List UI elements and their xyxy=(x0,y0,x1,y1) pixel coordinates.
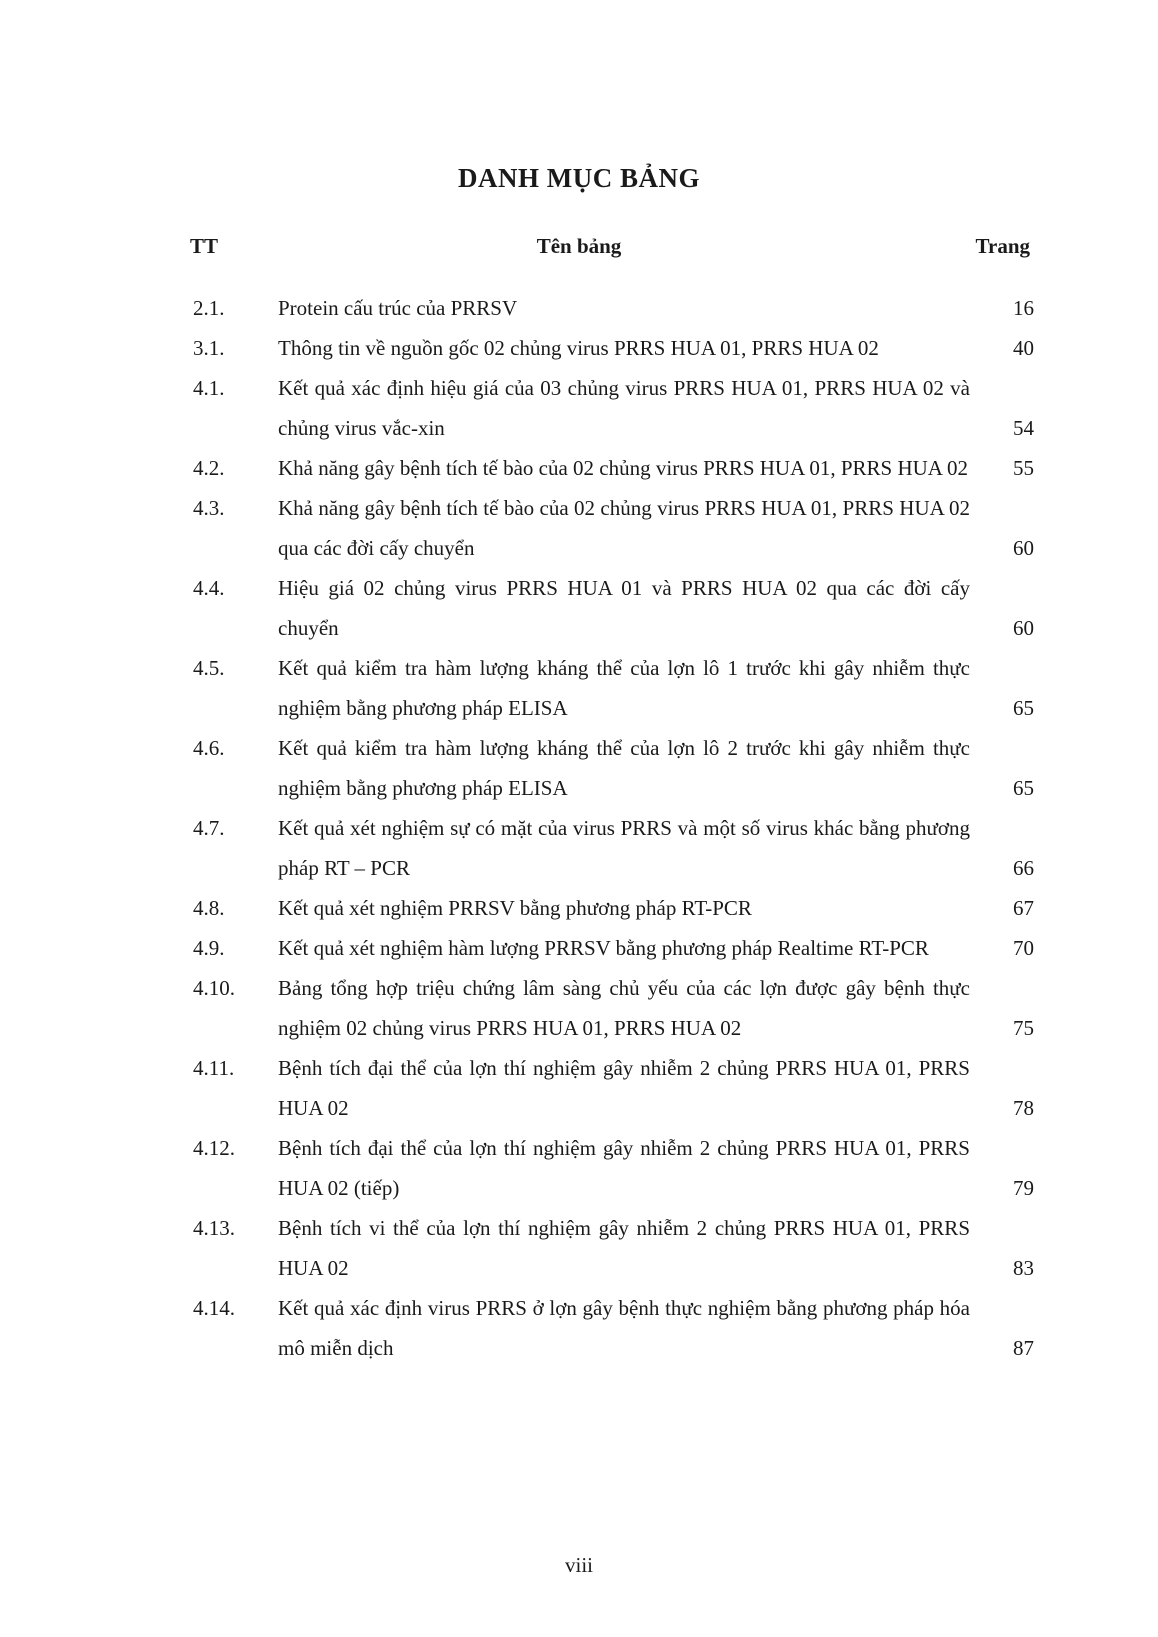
row-number: 3.1. xyxy=(193,336,225,360)
table-row xyxy=(0,1208,1158,1288)
row-number: 4.9. xyxy=(193,936,225,960)
table-row xyxy=(0,888,1158,928)
column-header-name: Tên bảng xyxy=(536,234,622,258)
row-page-number: 55 xyxy=(1013,456,1034,480)
table-row xyxy=(0,1288,1158,1368)
row-page-number: 66 xyxy=(1013,856,1034,880)
row-table-name: Kết quả xác định virus PRRS ở lợn gây bệnh thực nghiệm bằng phương pháp hóa mô miễn dịch xyxy=(278,1296,970,1360)
row-number: 4.1. xyxy=(193,376,225,400)
table-list xyxy=(0,288,1158,1368)
row-number: 4.12. xyxy=(193,1136,235,1160)
row-table-name: Bảng tổng hợp triệu chứng lâm sàng chủ yếu của các lợn được gây bệnh thực nghiệm 02 chủng virus PRRS HUA 01, PRRS HUA 02 xyxy=(278,976,970,1040)
row-table-name: Kết quả xét nghiệm PRRSV bằng phương pháp RT-PCR xyxy=(278,896,752,920)
row-table-name: Khả năng gây bệnh tích tế bào của 02 chủng virus PRRS HUA 01, PRRS HUA 02 qua các đời cấy chuyển xyxy=(278,496,970,560)
row-number: 4.5. xyxy=(193,656,225,680)
row-table-name: Bệnh tích đại thể của lợn thí nghiệm gây nhiễm 2 chủng PRRS HUA 01, PRRS HUA 02 (tiếp) xyxy=(278,1136,970,1200)
row-page-number: 65 xyxy=(1013,776,1034,800)
table-row xyxy=(0,448,1158,488)
row-page-number: 75 xyxy=(1013,1016,1034,1040)
row-table-name: Kết quả xét nghiệm sự có mặt của virus PRRS và một số virus khác bằng phương pháp RT – PCR xyxy=(278,816,970,880)
row-page-number: 40 xyxy=(1013,336,1034,360)
table-row xyxy=(0,488,1158,568)
row-table-name: Bệnh tích vi thể của lợn thí nghiệm gây nhiễm 2 chủng PRRS HUA 01, PRRS HUA 02 xyxy=(278,1216,970,1280)
table-row xyxy=(0,648,1158,728)
row-number: 4.14. xyxy=(193,1296,235,1320)
row-number: 4.4. xyxy=(193,576,225,600)
row-number: 4.11. xyxy=(193,1056,235,1080)
table-row xyxy=(0,368,1158,448)
row-table-name: Hiệu giá 02 chủng virus PRRS HUA 01 và PRRS HUA 02 qua các đời cấy chuyển xyxy=(278,576,970,640)
row-number: 4.7. xyxy=(193,816,225,840)
table-row xyxy=(0,328,1158,368)
table-row xyxy=(0,1048,1158,1128)
row-page-number: 79 xyxy=(1013,1176,1034,1200)
row-table-name: Kết quả xác định hiệu giá của 03 chủng virus PRRS HUA 01, PRRS HUA 02 và chủng virus vắc-xin xyxy=(278,376,970,440)
row-table-name: Thông tin về nguồn gốc 02 chủng virus PRRS HUA 01, PRRS HUA 02 xyxy=(278,336,879,360)
row-number: 4.10. xyxy=(193,976,235,1000)
row-page-number: 78 xyxy=(1013,1096,1034,1120)
row-page-number: 60 xyxy=(1013,616,1034,640)
column-header-tt: TT xyxy=(190,234,219,258)
row-number: 4.2. xyxy=(193,456,225,480)
table-row xyxy=(0,968,1158,1048)
row-number: 4.13. xyxy=(193,1216,235,1240)
column-header-page: Trang xyxy=(975,234,1030,258)
table-row xyxy=(0,808,1158,888)
table-row xyxy=(0,288,1158,328)
row-number: 4.8. xyxy=(193,896,225,920)
row-number: 2.1. xyxy=(193,296,225,320)
row-table-name: Kết quả kiểm tra hàm lượng kháng thể của lợn lô 2 trước khi gây nhiễm thực nghiệm bằng phương pháp ELISA xyxy=(278,736,970,800)
row-number: 4.3. xyxy=(193,496,225,520)
page-number: viii xyxy=(564,1553,593,1577)
row-page-number: 54 xyxy=(1013,416,1034,440)
row-page-number: 67 xyxy=(1013,896,1034,920)
row-table-name: Kết quả xét nghiệm hàm lượng PRRSV bằng phương pháp Realtime RT-PCR xyxy=(278,936,929,960)
table-row xyxy=(0,928,1158,968)
row-page-number: 70 xyxy=(1013,936,1034,960)
row-page-number: 87 xyxy=(1013,1336,1034,1360)
row-page-number: 60 xyxy=(1013,536,1034,560)
table-row xyxy=(0,1128,1158,1208)
row-page-number: 65 xyxy=(1013,696,1034,720)
row-table-name: Bệnh tích đại thể của lợn thí nghiệm gây nhiễm 2 chủng PRRS HUA 01, PRRS HUA 02 xyxy=(278,1056,970,1120)
table-row xyxy=(0,728,1158,808)
row-table-name: Khả năng gây bệnh tích tế bào của 02 chủng virus PRRS HUA 01, PRRS HUA 02 xyxy=(278,456,969,480)
row-table-name: Kết quả kiểm tra hàm lượng kháng thể của lợn lô 1 trước khi gây nhiễm thực nghiệm bằng phương pháp ELISA xyxy=(278,656,970,720)
row-table-name: Protein cấu trúc của PRRSV xyxy=(278,296,518,320)
row-page-number: 16 xyxy=(1013,296,1034,320)
row-number: 4.6. xyxy=(193,736,225,760)
page-title: DANH MỤC BẢNG xyxy=(458,163,700,193)
row-page-number: 83 xyxy=(1013,1256,1034,1280)
table-row xyxy=(0,568,1158,648)
